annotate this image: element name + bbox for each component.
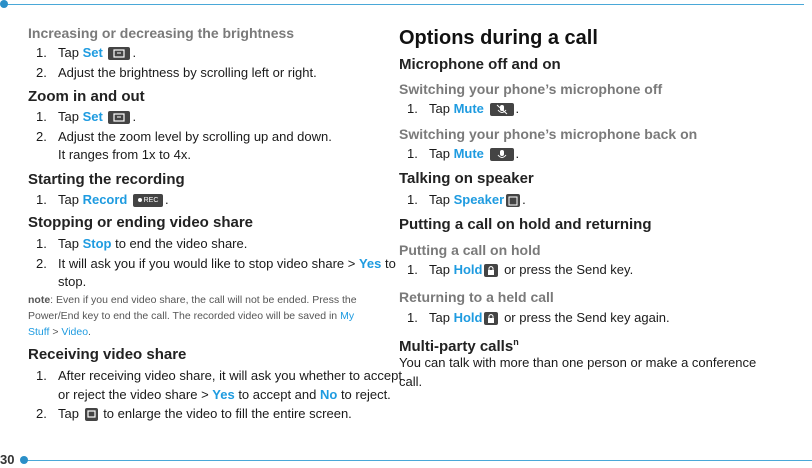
hold-heading: Putting a call on hold and returning [399, 216, 652, 233]
bottom-rule-dot [20, 456, 28, 464]
fullscreen-icon[interactable] [85, 408, 98, 421]
unmute-icon[interactable] [490, 148, 514, 161]
recording-heading: Starting the recording [28, 171, 185, 188]
top-rule [4, 4, 804, 5]
speaker-icon[interactable] [506, 194, 520, 207]
mic-off-step-1: 1. Tap Mute . [407, 101, 520, 116]
page-number: 30 [0, 452, 15, 467]
mute-icon[interactable] [490, 103, 514, 116]
stop-step-2: 2. It will ask you if you would like to stop video share > Yes to [36, 256, 396, 271]
speaker-step-1: 1. Tap Speaker . [407, 192, 526, 207]
zoom-heading: Zoom in and out [28, 88, 145, 105]
receiving-step-1: 1. After receiving video share, it will ask you whether to accept [36, 368, 402, 383]
record-icon[interactable]: REC [133, 194, 163, 207]
recording-step-1: 1. Tap Record REC . [36, 192, 169, 207]
multi-party-text-1: You can talk with more than one person or make a conference [399, 355, 757, 370]
brightness-heading: Increasing or decreasing the brightness [28, 25, 295, 41]
zoom-step-2-cont: It ranges from 1x to 4x. [58, 147, 191, 162]
mic-on-step-1: 1. Tap Mute . [407, 146, 520, 161]
settings-icon[interactable] [108, 47, 130, 60]
hold-subheading: Putting a call on hold [399, 242, 541, 258]
speaker-heading: Talking on speaker [399, 170, 534, 187]
note-line-3: Stuff > Video. [28, 326, 91, 338]
microphone-heading: Microphone off and on [399, 56, 561, 73]
receiving-step-2: 2. Tap to enlarge the video to fill the entire screen. [36, 406, 352, 421]
bottom-rule [26, 460, 812, 461]
hold-icon[interactable] [484, 312, 498, 325]
zoom-step-2: 2. Adjust the zoom level by scrolling up and down. [36, 129, 332, 144]
top-rule-dot [0, 0, 8, 8]
stop-heading: Stopping or ending video share [28, 214, 254, 231]
return-step-1: 1. Tap Hold or press the Send key again. [407, 310, 670, 325]
multi-party-heading: Multi-party calls$^n$ [399, 337, 519, 355]
note-line-2: Power/End key to end the call. The recorded video will be saved in My [28, 310, 355, 322]
note-line-1: note: Even if you end video share, the call will not be ended. Press the [28, 294, 357, 306]
receiving-heading: Receiving video share [28, 346, 187, 363]
stop-step-1: 1. Tap Stop to end the video share. [36, 236, 248, 251]
brightness-step-2: 2. Adjust the brightness by scrolling left or right. [36, 65, 317, 80]
stop-step-2-cont: stop. [58, 274, 87, 289]
page-title: Options during a call [399, 27, 598, 49]
settings-icon[interactable] [108, 111, 130, 124]
mic-on-subheading: Switching your phone’s microphone back on [399, 126, 698, 142]
zoom-step-1: 1. Tap Set . [36, 109, 137, 124]
multi-party-text-2: call. [399, 374, 423, 389]
receiving-step-1-cont: or reject the video share > Yes to accept and No to reject. [58, 387, 391, 402]
hold-step-1: 1. Tap Hold or press the Send key. [407, 262, 634, 277]
hold-icon[interactable] [484, 264, 498, 277]
return-subheading: Returning to a held call [399, 289, 554, 305]
mic-off-subheading: Switching your phone’s microphone off [399, 81, 663, 97]
brightness-step-1: 1. Tap Set . [36, 45, 137, 60]
